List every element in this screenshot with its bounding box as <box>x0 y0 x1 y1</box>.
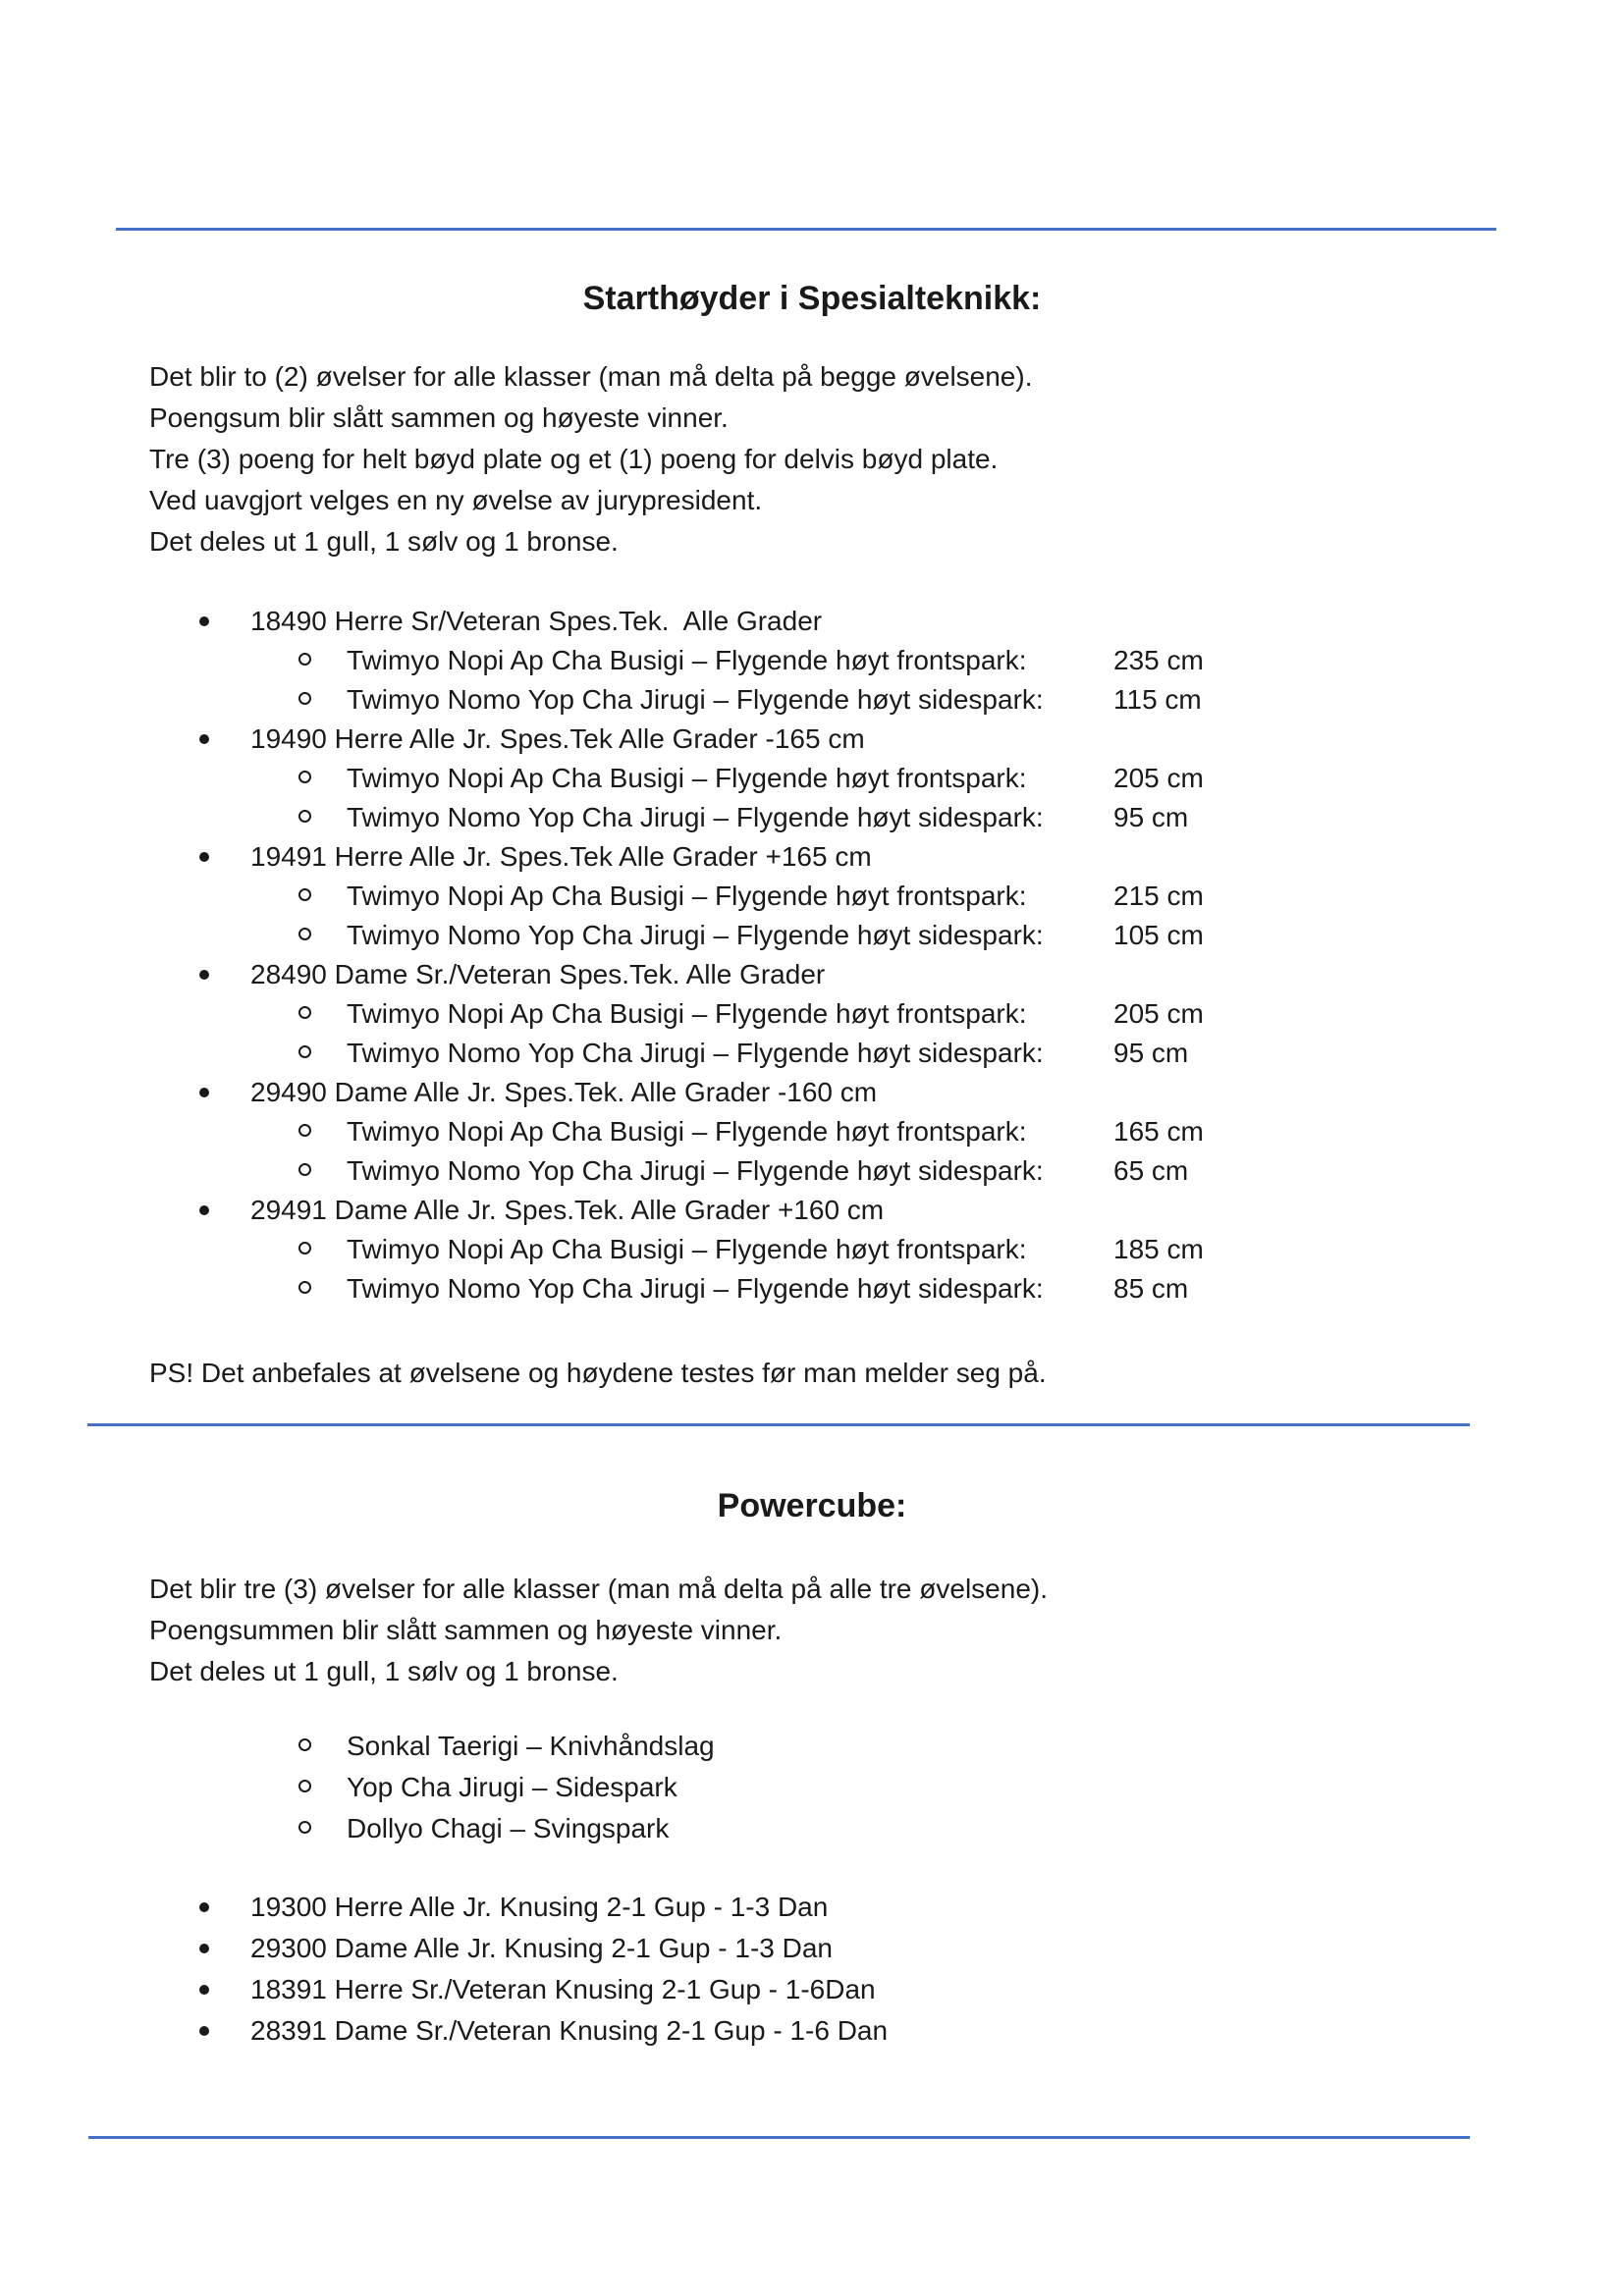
technique-item <box>0 1230 1624 1269</box>
class-item <box>0 1073 1624 1112</box>
class-label: 29491 Dame Alle Jr. Spes.Tek. Alle Grader +160 cm <box>250 1195 885 1225</box>
technique-name: Twimyo Nomo Yop Cha Jirugi – Flygende høyt sidespark: <box>347 1273 1044 1304</box>
section-title-spesialteknikk: Starthøyder i Spesialteknikk: <box>582 280 1042 317</box>
exercise-name: Yop Cha Jirugi – Sidespark <box>347 1772 677 1802</box>
circle-bullet-icon <box>298 771 311 783</box>
technique-item <box>0 1112 1624 1151</box>
technique-height: 85 cm <box>1113 1273 1189 1304</box>
class-item <box>0 720 1624 759</box>
technique-height: 205 cm <box>1113 763 1204 793</box>
powercube-class-list <box>0 1887 1624 2052</box>
middle-horizontal-rule <box>87 1423 1470 1426</box>
technique-height: 215 cm <box>1113 881 1204 911</box>
class-label: 29300 Dame Alle Jr. Knusing 2-1 Gup - 1-3 Dan <box>250 1933 834 1963</box>
bullet-icon <box>199 616 209 626</box>
class-label: 18490 Herre Sr/Veteran Spes.Tek. Alle Grader <box>250 606 823 636</box>
circle-bullet-icon <box>298 1780 311 1792</box>
circle-bullet-icon <box>298 1738 311 1751</box>
class-label: 19300 Herre Alle Jr. Knusing 2-1 Gup - 1-3 Dan <box>250 1892 829 1922</box>
technique-name: Twimyo Nopi Ap Cha Busigi – Flygende høyt frontspark: <box>347 881 1027 911</box>
technique-height: 235 cm <box>1113 645 1204 675</box>
spesialteknikk-class-list <box>0 602 1624 1308</box>
technique-height: 95 cm <box>1113 802 1189 832</box>
technique-height: 205 cm <box>1113 998 1204 1029</box>
bottom-horizontal-rule <box>88 2136 1470 2139</box>
intro-line: Det deles ut 1 gull, 1 sølv og 1 bronse. <box>149 526 619 557</box>
section-title-powercube: Powercube: <box>717 1487 907 1524</box>
intro-line: Det deles ut 1 gull, 1 sølv og 1 bronse. <box>149 1656 619 1686</box>
intro-line: Poengsummen blir slått sammen og høyeste vinner. <box>149 1615 783 1645</box>
class-item <box>0 2010 1624 2052</box>
bullet-icon <box>199 1088 209 1097</box>
circle-bullet-icon <box>298 1006 311 1019</box>
technique-item <box>0 798 1624 837</box>
class-item <box>0 1191 1624 1230</box>
class-label: 29490 Dame Alle Jr. Spes.Tek. Alle Grader -160 cm <box>250 1077 878 1107</box>
class-label: 18391 Herre Sr./Veteran Knusing 2-1 Gup - 1-6Dan <box>250 1974 876 2004</box>
circle-bullet-icon <box>298 1821 311 1834</box>
technique-item <box>0 994 1624 1034</box>
ps-note: PS! Det anbefales at øvelsene og høydene testes før man melder seg på. <box>149 1358 1047 1388</box>
bullet-icon <box>199 970 209 980</box>
circle-bullet-icon <box>298 928 311 940</box>
technique-item <box>0 759 1624 798</box>
technique-item <box>0 916 1624 955</box>
circle-bullet-icon <box>298 1163 311 1176</box>
class-label: 28391 Dame Sr./Veteran Knusing 2-1 Gup - 1-6 Dan <box>250 2015 889 2046</box>
technique-name: Twimyo Nomo Yop Cha Jirugi – Flygende høyt sidespark: <box>347 920 1044 950</box>
class-item <box>0 837 1624 877</box>
powercube-exercise-list <box>0 1726 1624 1849</box>
technique-item <box>0 641 1624 680</box>
top-horizontal-rule <box>116 228 1496 231</box>
technique-item <box>0 877 1624 916</box>
circle-bullet-icon <box>298 692 311 705</box>
technique-item <box>0 680 1624 720</box>
bullet-icon <box>199 852 209 862</box>
technique-name: Twimyo Nopi Ap Cha Busigi – Flygende høyt frontspark: <box>347 1234 1027 1264</box>
class-item <box>0 602 1624 641</box>
technique-height: 65 cm <box>1113 1155 1189 1186</box>
circle-bullet-icon <box>298 1124 311 1137</box>
technique-name: Twimyo Nomo Yop Cha Jirugi – Flygende høyt sidespark: <box>347 684 1044 715</box>
bullet-icon <box>199 1985 209 1995</box>
class-label: 19491 Herre Alle Jr. Spes.Tek Alle Grader +165 cm <box>250 841 872 872</box>
technique-name: Twimyo Nopi Ap Cha Busigi – Flygende høyt frontspark: <box>347 998 1027 1029</box>
technique-height: 185 cm <box>1113 1234 1204 1264</box>
technique-height: 115 cm <box>1113 684 1202 715</box>
exercise-item <box>0 1726 1624 1767</box>
technique-height: 95 cm <box>1113 1038 1189 1068</box>
intro-line: Tre (3) poeng for helt bøyd plate og et (1) poeng for delvis bøyd plate. <box>149 444 999 474</box>
technique-item <box>0 1269 1624 1308</box>
circle-bullet-icon <box>298 888 311 901</box>
class-label: 28490 Dame Sr./Veteran Spes.Tek. Alle Grader <box>250 959 826 989</box>
bullet-icon <box>199 1902 209 1912</box>
exercise-item <box>0 1808 1624 1849</box>
class-item <box>0 1928 1624 1969</box>
intro-line: Det blir tre (3) øvelser for alle klasser (man må delta på alle tre øvelsene). <box>149 1574 1048 1604</box>
class-item <box>0 1969 1624 2010</box>
intro-line: Ved uavgjort velges en ny øvelse av jurypresident. <box>149 485 763 515</box>
circle-bullet-icon <box>298 653 311 666</box>
exercise-item <box>0 1767 1624 1808</box>
technique-height: 165 cm <box>1113 1116 1204 1147</box>
circle-bullet-icon <box>298 1045 311 1058</box>
bullet-icon <box>199 2026 209 2036</box>
exercise-name: Sonkal Taerigi – Knivhåndslag <box>347 1731 715 1761</box>
class-item <box>0 955 1624 994</box>
bullet-icon <box>199 734 209 744</box>
intro-line: Det blir to (2) øvelser for alle klasser (man må delta på begge øvelsene). <box>149 361 1033 392</box>
technique-name: Twimyo Nopi Ap Cha Busigi – Flygende høyt frontspark: <box>347 645 1027 675</box>
exercise-name: Dollyo Chagi – Svingspark <box>347 1813 670 1843</box>
technique-name: Twimyo Nopi Ap Cha Busigi – Flygende høyt frontspark: <box>347 763 1027 793</box>
powercube-intro <box>149 1569 1048 1692</box>
technique-height: 105 cm <box>1113 920 1204 950</box>
technique-name: Twimyo Nopi Ap Cha Busigi – Flygende høyt frontspark: <box>347 1116 1027 1147</box>
technique-name: Twimyo Nomo Yop Cha Jirugi – Flygende høyt sidespark: <box>347 1038 1044 1068</box>
class-label: 19490 Herre Alle Jr. Spes.Tek Alle Grader -165 cm <box>250 723 865 754</box>
circle-bullet-icon <box>298 1242 311 1255</box>
technique-item <box>0 1034 1624 1073</box>
bullet-icon <box>199 1944 209 1953</box>
spesialteknikk-intro <box>149 356 1033 562</box>
technique-name: Twimyo Nomo Yop Cha Jirugi – Flygende høyt sidespark: <box>347 802 1044 832</box>
circle-bullet-icon <box>298 810 311 823</box>
technique-name: Twimyo Nomo Yop Cha Jirugi – Flygende høyt sidespark: <box>347 1155 1044 1186</box>
technique-item <box>0 1151 1624 1191</box>
class-item <box>0 1887 1624 1928</box>
bullet-icon <box>199 1205 209 1215</box>
intro-line: Poengsum blir slått sammen og høyeste vinner. <box>149 402 729 433</box>
circle-bullet-icon <box>298 1281 311 1294</box>
